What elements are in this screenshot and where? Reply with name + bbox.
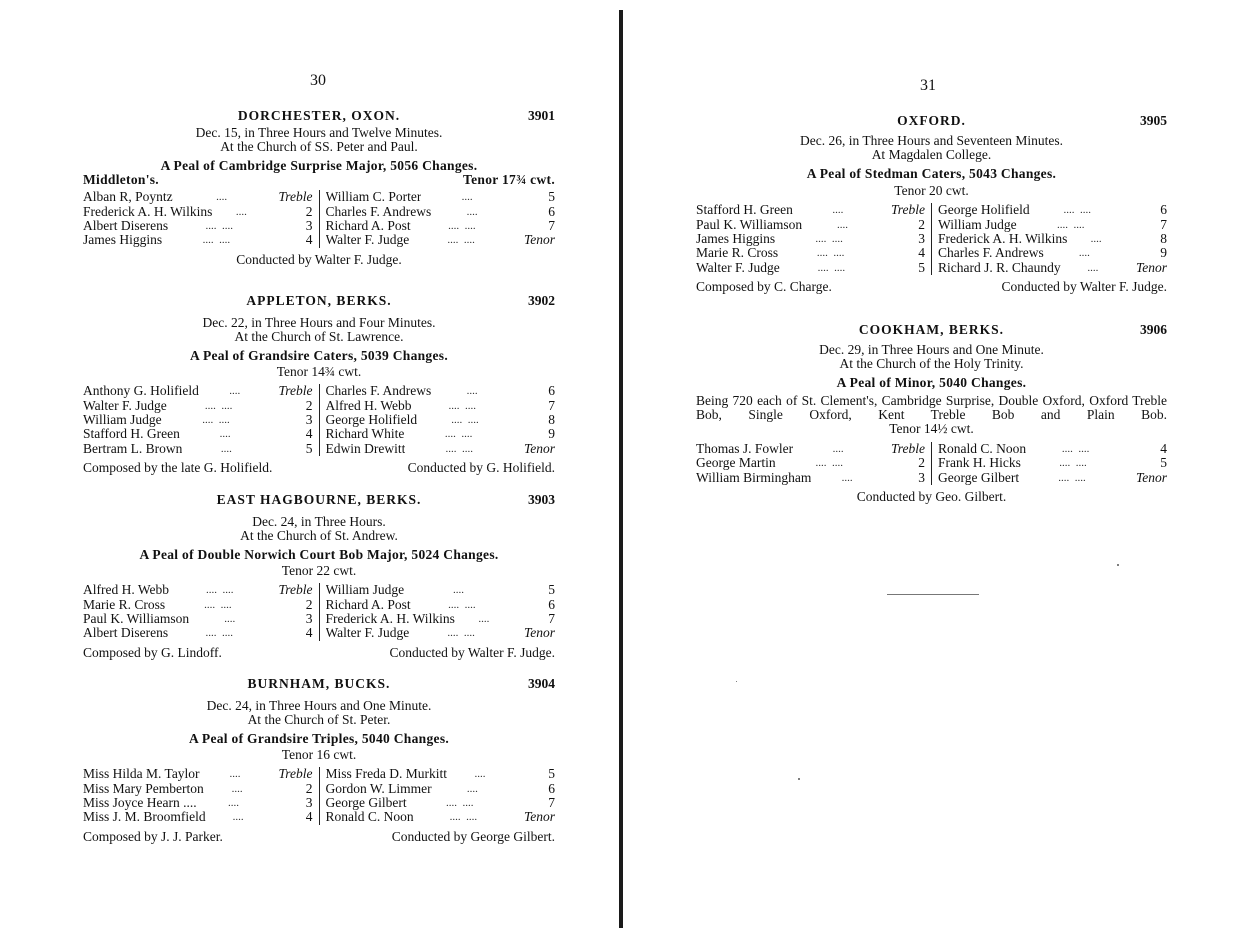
ringer-name: Walter F. Judge <box>696 260 780 275</box>
ringer-row: Edwin Drewitt .... .... Tenor <box>325 440 555 456</box>
ringer-name: George Gilbert <box>938 470 1020 485</box>
bell-number: 6 <box>548 780 555 796</box>
ringer-name: Frank H. Hicks <box>938 456 1021 471</box>
ringer-name: George Martin <box>696 456 776 471</box>
ringer-row: Richard White .... .... 9 <box>325 426 555 442</box>
bell-number: 3 <box>305 794 313 810</box>
ringer-row: George Martin .... .... 2 <box>696 455 925 471</box>
ringer-name: William Birmingham <box>696 470 812 485</box>
ringer-name: Miss Freda D. Murkitt <box>325 767 447 782</box>
ringer-row: Ronald C. Noon .... .... 4 <box>938 440 1167 456</box>
bell-number: Treble <box>890 440 925 456</box>
peal-tenor: Tenor 14¾ cwt. <box>276 363 362 379</box>
ringer-name: William Judge <box>325 583 405 598</box>
peal-location: At the Church of SS. Peter and Paul. <box>220 139 418 155</box>
ringer-name: Charles F. Andrews <box>938 246 1044 261</box>
ringer-name: Alban R, Poyntz <box>83 190 173 205</box>
peal-tenor: Tenor 22 cwt. <box>281 562 357 578</box>
peal-location: At the Church of St. Peter. <box>247 712 391 728</box>
bell-number: Treble <box>278 582 313 598</box>
peal-location: At the Church of the Holy Trinity. <box>839 356 1024 372</box>
ringer-row: Thomas J. Fowler .... Treble <box>696 440 925 456</box>
ringer-row: Albert Diserens .... .... 3 <box>83 217 313 233</box>
ringer-row: George Holifield .... .... 6 <box>938 202 1167 218</box>
ringer-row: Walter F. Judge .... .... Tenor <box>325 232 555 248</box>
ringer-name: Thomas J. Fowler <box>696 441 794 456</box>
bell-number: Tenor <box>523 232 555 248</box>
bell-number: 8 <box>548 411 555 427</box>
ringer-name: Walter F. Judge <box>83 398 167 413</box>
bell-number: 5 <box>1160 455 1167 471</box>
bell-number: 7 <box>548 217 555 233</box>
page-number: 30 <box>310 72 326 89</box>
bell-number: 6 <box>1160 202 1167 218</box>
ringer-name: Stafford H. Green <box>83 427 180 442</box>
ringer-name: Miss Mary Pemberton <box>83 781 204 796</box>
ringer-row: Gordon W. Limmer .... 6 <box>325 780 555 796</box>
peal-heading <box>696 323 1167 340</box>
bell-number: 2 <box>305 596 313 612</box>
ringer-row: Alfred H. Webb .... .... 7 <box>325 397 555 413</box>
ringer-row: James Higgins .... .... 4 <box>83 232 313 248</box>
bell-number: 7 <box>548 610 555 626</box>
peal-date: Dec. 26, in Three Hours and Seventeen Minutes. <box>800 133 1063 148</box>
ringer-name: William Judge <box>938 217 1017 232</box>
band-list <box>696 442 1167 485</box>
peal-composition: Middleton's. <box>83 171 159 187</box>
ringer-row: James Higgins .... .... 3 <box>696 230 925 246</box>
ringer-row: Frederick A. H. Wilkins .... 2 <box>83 203 313 219</box>
ringer-row: Miss Joyce Hearn .... .... 3 <box>83 794 313 810</box>
ringer-name: Richard A. Post <box>325 597 411 612</box>
ringer-name: James Higgins <box>696 231 776 246</box>
paper-speck <box>1117 564 1119 566</box>
bell-number: 4 <box>305 625 313 641</box>
bell-number: Tenor <box>523 809 555 825</box>
bell-number: 6 <box>548 203 555 219</box>
ringer-name: Albert Diserens <box>83 626 169 641</box>
ringer-row: George Gilbert .... .... 7 <box>325 794 555 810</box>
ringer-name: Gordon W. Limmer <box>325 781 432 796</box>
bell-number: 3 <box>305 217 313 233</box>
ringer-name: Alfred H. Webb <box>325 398 412 413</box>
peal-title: A Peal of Stedman Caters, 5043 Changes. <box>806 165 1057 181</box>
peal-title: A Peal of Minor, 5040 Changes. <box>836 374 1027 390</box>
ringer-row: George Gilbert .... .... Tenor <box>938 469 1167 485</box>
ringer-row: William Judge .... 5 <box>325 582 555 598</box>
paper-speck <box>736 681 737 682</box>
ringer-name: Richard White <box>325 427 405 442</box>
bell-number: 3 <box>305 411 313 427</box>
bell-number: 4 <box>305 426 313 442</box>
bell-number: 7 <box>548 794 555 810</box>
peal-date: Dec. 22, in Three Hours and Four Minutes. <box>202 315 436 330</box>
ringer-name: George Holifield <box>325 412 418 427</box>
bell-number: 4 <box>305 232 313 248</box>
peal-conductor: Conducted by Walter F. Judge. <box>389 644 555 660</box>
peal-number: 3902 <box>528 293 555 308</box>
peal-tenor: Tenor 14½ cwt. <box>889 421 974 437</box>
peal-heading <box>83 109 555 126</box>
ringer-row: William Birmingham .... 3 <box>696 469 925 485</box>
peal-date: Dec. 29, in Three Hours and One Minute. <box>819 342 1044 357</box>
ringer-row: Alfred H. Webb .... .... Treble <box>83 582 313 598</box>
peal-composer: Composed by J. J. Parker. <box>83 828 223 844</box>
bell-number: 2 <box>305 203 313 219</box>
peal-title: A Peal of Grandsire Caters, 5039 Changes. <box>189 347 449 363</box>
peal-number: 3906 <box>1140 322 1167 337</box>
peal-location: At the Church of St. Lawrence. <box>234 329 404 345</box>
peal-conductor: Conducted by G. Holifield. <box>407 460 555 476</box>
bell-number: 3 <box>918 469 925 485</box>
bell-number: 5 <box>305 440 313 456</box>
bell-number: 4 <box>1160 440 1167 456</box>
ringer-name: Stafford H. Green <box>696 203 793 218</box>
ringer-row: Marie R. Cross .... .... 2 <box>83 596 313 612</box>
ringer-row: Charles F. Andrews .... 9 <box>938 245 1167 261</box>
ringer-name: Walter F. Judge <box>325 233 410 248</box>
peal-number: 3905 <box>1140 113 1167 128</box>
peal-heading <box>83 677 555 694</box>
peal-title: A Peal of Double Norwich Court Bob Major, 5024 Changes. <box>139 546 499 562</box>
peal-tenor: Tenor 20 cwt. <box>894 182 969 198</box>
peal-heading <box>696 114 1167 131</box>
bell-number: 2 <box>305 397 313 413</box>
ringer-name: Anthony G. Holifield <box>83 384 199 399</box>
peal-location: At the Church of St. Andrew. <box>240 528 398 544</box>
bell-number: 2 <box>918 216 925 232</box>
ringer-row: Frank H. Hicks .... .... 5 <box>938 455 1167 471</box>
bell-number: 5 <box>548 766 555 782</box>
bell-number: 5 <box>548 189 555 205</box>
peal-date: Dec. 15, in Three Hours and Twelve Minutes. <box>195 125 443 140</box>
ringer-name: Marie R. Cross <box>83 597 166 612</box>
ringer-name: Richard A. Post <box>325 218 411 233</box>
ringer-row: Walter F. Judge .... .... Tenor <box>325 625 555 641</box>
bell-number: 2 <box>305 780 313 796</box>
bell-number: Tenor <box>523 625 555 641</box>
ringer-row: Stafford H. Green .... 4 <box>83 426 313 442</box>
ringer-name: William C. Porter <box>325 190 422 205</box>
peal-place: BURNHAM, BUCKS. <box>247 676 391 691</box>
ringer-row: William C. Porter .... 5 <box>325 189 555 205</box>
peal-place: APPLETON, BERKS. <box>246 293 392 308</box>
peal-record-3904 <box>83 677 555 844</box>
peal-methods-description: Being 720 each of St. Clement's, Cambridge Surprise, Double Oxford, Oxford Treble Bob, Single Oxford, Kent Treble Bob and Plain Bob. <box>696 392 1167 423</box>
ringer-row: Walter F. Judge .... .... 5 <box>696 259 925 275</box>
ringer-name: Frederick A. H. Wilkins <box>938 231 1068 246</box>
band-list <box>83 384 555 456</box>
ringer-row: William Judge .... .... 3 <box>83 411 313 427</box>
ringer-row: Charles F. Andrews .... 6 <box>325 383 555 399</box>
ringer-name: Marie R. Cross <box>696 246 779 261</box>
peal-conductor: Conducted by Walter F. Judge. <box>236 251 402 267</box>
ringer-row: Alban R, Poyntz .... Treble <box>83 189 313 205</box>
ringer-name: James Higgins <box>83 233 163 248</box>
ringer-row: Miss J. M. Broomfield .... 4 <box>83 809 313 825</box>
bell-number: Treble <box>278 383 313 399</box>
bell-number: 6 <box>548 596 555 612</box>
peal-conductor: Conducted by Geo. Gilbert. <box>856 488 1007 504</box>
ringer-row: Marie R. Cross .... .... 4 <box>696 245 925 261</box>
peal-location: At Magdalen College. <box>871 147 992 163</box>
ringer-name: Miss Joyce Hearn .... <box>83 795 197 810</box>
bell-number: Tenor <box>1135 259 1167 275</box>
section-end-rule <box>887 594 979 595</box>
right-page <box>622 0 1241 928</box>
band-list <box>696 203 1167 275</box>
ringer-name: Albert Diserens <box>83 218 169 233</box>
bell-number: 8 <box>1160 230 1167 246</box>
bell-number: 9 <box>548 426 555 442</box>
bell-number: 4 <box>305 809 313 825</box>
peal-number: 3903 <box>528 492 555 507</box>
peal-composer: Composed by the late G. Holifield. <box>83 460 273 476</box>
bell-number: 9 <box>1160 245 1167 261</box>
ringer-row: Anthony G. Holifield .... Treble <box>83 383 313 399</box>
ringer-row: Paul K. Williamson .... 3 <box>83 610 313 626</box>
bell-number: Treble <box>278 766 313 782</box>
bell-number: 3 <box>918 230 925 246</box>
ringer-row: George Holifield .... .... 8 <box>325 411 555 427</box>
peal-number: 3901 <box>528 108 555 123</box>
ringer-name: Alfred H. Webb <box>83 583 170 598</box>
peal-composer: Composed by G. Lindoff. <box>83 644 222 660</box>
peal-heading <box>83 294 555 311</box>
peal-title: A Peal of Cambridge Surprise Major, 5056 Changes. <box>160 157 478 173</box>
peal-date: Dec. 24, in Three Hours and One Minute. <box>206 698 432 713</box>
bell-number: Tenor <box>1135 469 1167 485</box>
band-list <box>83 190 555 248</box>
ringer-name: Ronald C. Noon <box>325 810 414 825</box>
peal-place: DORCHESTER, OXON. <box>237 108 401 123</box>
ringer-name: Miss J. M. Broomfield <box>83 810 206 825</box>
ringer-name: George Holifield <box>938 203 1030 218</box>
ringer-row: William Judge .... .... 7 <box>938 216 1167 232</box>
bell-number: 5 <box>918 259 925 275</box>
peal-record-3902 <box>83 294 555 475</box>
ringer-name: William Judge <box>83 412 162 427</box>
bell-number: Treble <box>890 202 925 218</box>
paper-speck <box>798 778 800 780</box>
ringer-row: Walter F. Judge .... .... 2 <box>83 397 313 413</box>
ringer-name: Paul K. Williamson <box>83 611 190 626</box>
ringer-row: Ronald C. Noon .... .... Tenor <box>325 809 555 825</box>
bell-number: 4 <box>918 245 925 261</box>
bell-number: 7 <box>1160 216 1167 232</box>
ringer-name: Miss Hilda M. Taylor <box>83 767 200 782</box>
page-number: 31 <box>920 77 936 94</box>
ringer-name: Charles F. Andrews <box>325 384 432 399</box>
ringer-row: Miss Freda D. Murkitt .... 5 <box>325 766 555 782</box>
ringer-name: Walter F. Judge <box>325 626 410 641</box>
peal-composer: Composed by C. Charge. <box>696 279 832 295</box>
ringer-name: Ronald C. Noon <box>938 441 1027 456</box>
ringer-row: Stafford H. Green .... Treble <box>696 202 925 218</box>
ringer-name: George Gilbert <box>325 795 407 810</box>
band-list <box>83 767 555 825</box>
ringer-row: Bertram L. Brown .... 5 <box>83 440 313 456</box>
bell-number: Tenor <box>523 440 555 456</box>
ringer-row: Richard A. Post .... .... 6 <box>325 596 555 612</box>
ringer-name: Edwin Drewitt <box>325 441 406 456</box>
bell-number: 6 <box>548 383 555 399</box>
peal-tenor: Tenor 16 cwt. <box>281 746 357 762</box>
ringer-name: Paul K. Williamson <box>696 217 803 232</box>
ringer-name: Bertram L. Brown <box>83 441 183 456</box>
peal-title: A Peal of Grandsire Triples, 5040 Changes. <box>188 730 450 746</box>
bell-number: Treble <box>278 189 313 205</box>
bell-number: 5 <box>548 582 555 598</box>
ringer-row: Richard J. R. Chaundy .... Tenor <box>938 259 1167 275</box>
ringer-row: Albert Diserens .... .... 4 <box>83 625 313 641</box>
peal-record-3901 <box>83 109 555 267</box>
ringer-name: Richard J. R. Chaundy <box>938 260 1061 275</box>
peal-record-3906 <box>696 323 1167 504</box>
bell-number: 2 <box>918 455 925 471</box>
bell-number: 7 <box>548 397 555 413</box>
ringer-row: Frederick A. H. Wilkins .... 7 <box>325 610 555 626</box>
band-list <box>83 583 555 641</box>
peal-record-3905 <box>696 114 1167 294</box>
peal-record-3903 <box>83 493 555 660</box>
peal-place: OXFORD. <box>897 113 966 128</box>
ringer-row: Frederick A. H. Wilkins .... 8 <box>938 230 1167 246</box>
ringer-row: Richard A. Post .... .... 7 <box>325 217 555 233</box>
peal-tenor: Tenor 17¾ cwt. <box>463 171 555 187</box>
peal-date: Dec. 24, in Three Hours. <box>252 514 386 529</box>
peal-heading <box>83 493 555 510</box>
ringer-name: Frederick A. H. Wilkins <box>83 204 213 219</box>
ringer-row: Miss Hilda M. Taylor .... Treble <box>83 766 313 782</box>
peal-conductor: Conducted by George Gilbert. <box>391 828 555 844</box>
ringer-row: Miss Mary Pemberton .... 2 <box>83 780 313 796</box>
ringer-row: Charles F. Andrews .... 6 <box>325 203 555 219</box>
peal-place: COOKHAM, BERKS. <box>858 322 1005 337</box>
ringer-row: Paul K. Williamson .... 2 <box>696 216 925 232</box>
bell-number: 3 <box>305 610 313 626</box>
peal-conductor: Conducted by Walter F. Judge. <box>1001 279 1167 295</box>
peal-place: EAST HAGBOURNE, BERKS. <box>216 492 422 507</box>
ringer-name: Frederick A. H. Wilkins <box>325 611 455 626</box>
ringer-name: Charles F. Andrews <box>325 204 432 219</box>
peal-number: 3904 <box>528 676 555 691</box>
